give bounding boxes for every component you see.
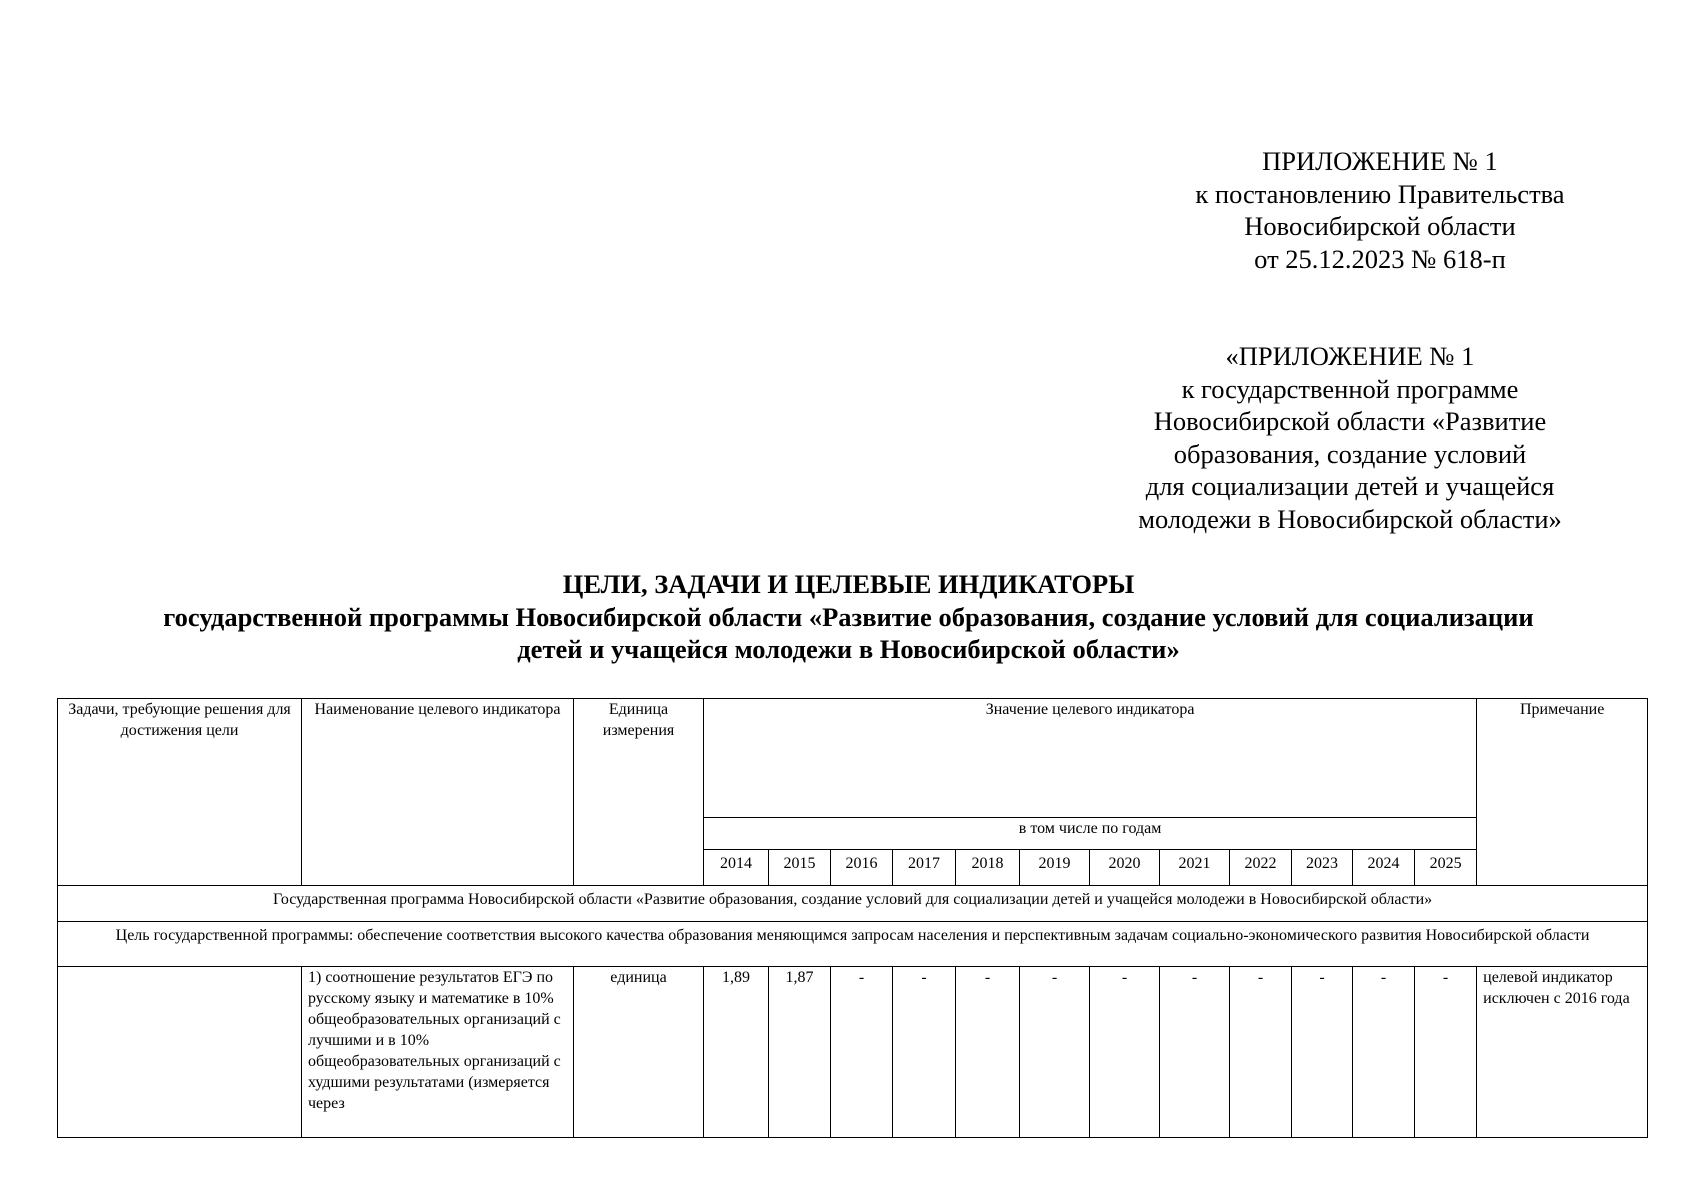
appendix-header-program (1110, 340, 1590, 535)
year-header: 2017 (893, 850, 956, 886)
value-cell: - (1353, 967, 1415, 1138)
value-cell: - (831, 967, 893, 1138)
value-cell: - (1415, 967, 1477, 1138)
appendix-line: от 25.12.2023 № 618-п (1254, 243, 1506, 274)
value-cell: - (1292, 967, 1353, 1138)
year-header: 2023 (1292, 850, 1353, 886)
year-header: 2022 (1230, 850, 1292, 886)
year-header: 2025 (1415, 850, 1477, 886)
year-header: 2019 (1020, 850, 1090, 886)
appendix-line: к государственной программе (1181, 373, 1519, 404)
appendix-header-decree (1180, 145, 1580, 275)
header-unit: Единица измерения (574, 699, 704, 886)
program-row: Государственная программа Новосибирской области «Развитие образования, создание условий для социализации детей и учащейся молодежи в Новосибирской области» (58, 886, 1648, 922)
table-row (58, 967, 1648, 1138)
appendix-line: «ПРИЛОЖЕНИЕ № 1 (1225, 341, 1475, 371)
header-indicator-name: Наименование целевого индикатора (302, 699, 574, 886)
title-line-1: ЦЕЛИ, ЗАДАЧИ И ЦЕЛЕВЫЕ ИНДИКАТОРЫ (562, 569, 1135, 599)
appendix-line: образования, создание условий (1173, 438, 1527, 469)
year-header: 2020 (1090, 850, 1160, 886)
year-header: 2016 (831, 850, 893, 886)
document-title (40, 568, 1657, 666)
value-cell: - (1160, 967, 1230, 1138)
year-header: 2018 (956, 850, 1020, 886)
appendix-line: для социализации детей и учащейся (1145, 471, 1555, 501)
appendix-line: к постановлению Правительства (1195, 178, 1565, 209)
header-by-years: в том числе по годам (704, 818, 1477, 850)
value-cell: 1,87 (769, 967, 831, 1138)
indicator-cell: 1) соотношение результатов ЕГЭ по русскому языку и математике в 10% общеобразовательных организаций с лучшими и в 10% общеобразовательных организаций с худшими результатами (измеряется через (302, 967, 574, 1138)
year-header: 2015 (769, 850, 831, 886)
unit-cell: единица (574, 967, 704, 1138)
value-cell: - (893, 967, 956, 1138)
appendix-line: молодежи в Новосибирской области» (1138, 503, 1562, 534)
year-header: 2024 (1353, 850, 1415, 886)
year-header: 2014 (704, 850, 769, 886)
task-cell (58, 967, 302, 1138)
title-line-2: государственной программы Новосибирской области «Развитие образования, создание условий для социализации (163, 601, 1534, 632)
header-indicator-value: Значение целевого индикатора (704, 699, 1477, 818)
goal-row: Цель государственной программы: обеспечение соответствия высокого качества образования меняющимся запросам населения и перспективным задачам социально-экономического развития Новосибирской области (58, 922, 1648, 967)
year-header: 2021 (1160, 850, 1230, 886)
value-cell: - (956, 967, 1020, 1138)
header-note: Примечание (1477, 699, 1648, 886)
value-cell: - (1090, 967, 1160, 1138)
header-tasks: Задачи, требующие решения для достижения цели (58, 699, 302, 886)
title-line-3: детей и учащейся молодежи в Новосибирской области» (517, 634, 1180, 664)
value-cell: - (1020, 967, 1090, 1138)
appendix-line: Новосибирской области (1244, 211, 1516, 241)
indicators-table (57, 698, 1648, 1138)
appendix-line: Новосибирской области «Развитие (1153, 406, 1547, 436)
note-cell: целевой индикатор исключен с 2016 года (1477, 967, 1648, 1138)
value-cell: - (1230, 967, 1292, 1138)
appendix-line: ПРИЛОЖЕНИЕ № 1 (1262, 146, 1498, 176)
value-cell: 1,89 (704, 967, 769, 1138)
